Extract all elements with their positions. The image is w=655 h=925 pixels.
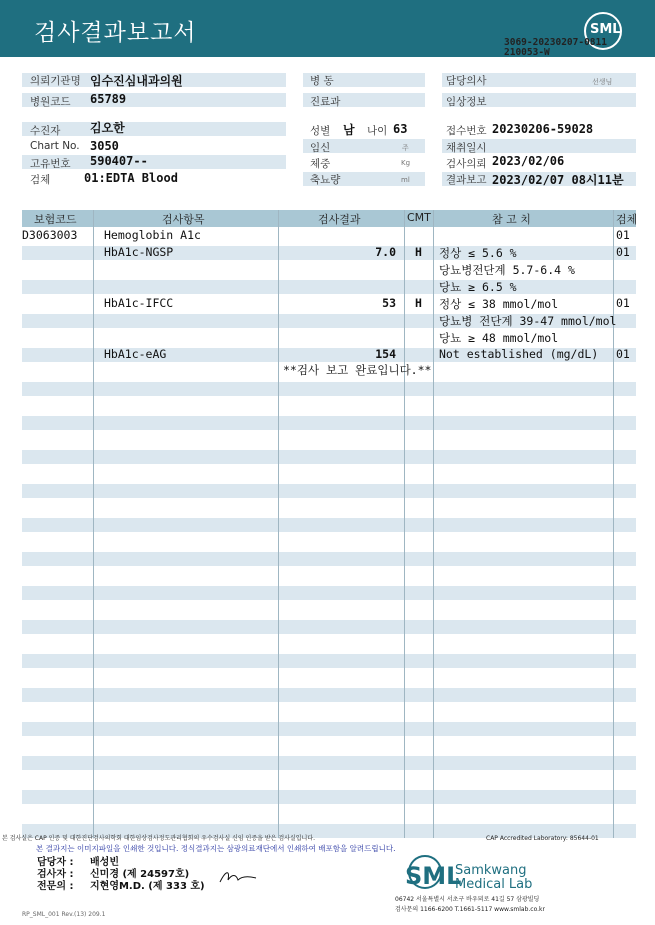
table-row-stripe <box>22 620 636 634</box>
th-specimen: 검체 <box>616 213 638 226</box>
cell-reference: 정상 ≤ 5.6 % <box>439 246 517 260</box>
table-row-stripe <box>22 484 636 498</box>
samkwang-logo-text: SML <box>405 862 462 890</box>
chart-value: 3050 <box>90 139 119 153</box>
hospital-code-label: 병원코드 <box>30 96 71 108</box>
weight-unit: Kg <box>401 159 411 167</box>
table-row-stripe <box>22 382 636 396</box>
id-value: 590407-- <box>90 154 148 168</box>
ward-label: 병 동 <box>310 75 334 87</box>
cell-reference: 당뇨 ≥ 6.5 % <box>439 280 517 294</box>
cell-result: 53 <box>382 296 396 310</box>
th-code: 보험코드 <box>34 213 77 226</box>
age-value: 63 <box>393 122 408 136</box>
report-date-value: 2023/02/07 08시11분 <box>492 173 624 187</box>
table-row-stripe <box>22 688 636 702</box>
company-name-line1: Samkwang <box>455 863 527 878</box>
cell-reference: 정상 ≤ 38 mmol/mol <box>439 297 559 311</box>
doctor-suffix: 선생님 <box>592 78 613 86</box>
cell-specimen: 01 <box>616 228 630 242</box>
document-id-line1: 3069-20230207-0811 <box>504 37 607 48</box>
table-row-stripe <box>22 722 636 736</box>
signer-name: 지현영M.D. (제 333 호) <box>90 881 205 892</box>
receipt-value: 20230206-59028 <box>492 122 594 136</box>
signer-label: 담당자 : <box>37 857 74 868</box>
table-divider <box>278 210 279 838</box>
weight-label: 체중 <box>310 158 331 170</box>
report-date-label: 결과보고 <box>446 174 487 186</box>
header-logo-text: SML <box>590 22 621 37</box>
cell-reference: Not established (mg/dL) <box>439 347 599 361</box>
request-value: 2023/02/06 <box>492 154 565 168</box>
th-reference: 참 고 치 <box>492 213 531 226</box>
sex-value: 남 <box>343 123 355 137</box>
clinical-label: 임상정보 <box>446 96 487 108</box>
cell-code: D3063003 <box>22 228 78 242</box>
table-row-stripe <box>22 552 636 566</box>
cell-item: HbA1c-eAG <box>104 347 167 361</box>
urine-label: 축뇨량 <box>310 174 341 186</box>
doctor-label: 담당의사 <box>446 75 487 87</box>
cell-specimen: 01 <box>616 347 630 361</box>
pregnancy-label: 임신 <box>310 142 331 154</box>
cell-reference: 당뇨병 전단계 39-47 mmol/mol <box>439 314 617 328</box>
th-cmt: CMT <box>407 211 431 224</box>
form-code: RP_SML_001 Rev.(13) 209.1 <box>22 911 106 918</box>
hospital-code-value: 65789 <box>90 92 127 106</box>
table-row-stripe <box>22 518 636 532</box>
th-result: 검사결과 <box>318 213 361 226</box>
table-row-stripe <box>22 756 636 770</box>
cell-specimen: 01 <box>616 245 630 259</box>
cell-reference: 당뇨병전단계 5.7-6.4 % <box>439 263 575 277</box>
specimen-label: 검체 <box>30 174 51 186</box>
signature-icon <box>218 868 260 886</box>
document-id-line2: 210053-W <box>504 47 550 58</box>
report-title: 검사결과보고서 <box>34 20 197 46</box>
table-divider <box>613 210 614 838</box>
image-copy-notice: 본 결과지는 이미지파일을 인쇄한 것입니다. 정식결과지는 삼광의료재단에서 인쇄하여 배포함을 알려드립니다. <box>36 844 396 853</box>
name-label: 수진자 <box>30 125 61 137</box>
collect-label: 채취일시 <box>446 142 487 154</box>
table-row-stripe <box>22 280 636 294</box>
signer-label: 전문의 : <box>37 881 74 892</box>
document-id <box>504 38 607 58</box>
company-name-line2: Medical Lab <box>455 877 533 892</box>
company-address: 06742 서울특별시 서초구 바우뫼로 41길 57 삼광빌딩 <box>395 896 540 903</box>
table-row-stripe <box>22 654 636 668</box>
signer-name: 배성빈 <box>90 857 119 868</box>
cell-reference: 당뇨 ≥ 48 mmol/mol <box>439 331 559 345</box>
company-contact: 검사문의 1166-6200 T.1661-5117 www.smlab.co.kr <box>395 906 545 913</box>
cell-item: HbA1c-NGSP <box>104 245 174 259</box>
table-row-stripe <box>22 416 636 430</box>
signer-label: 검사자 : <box>37 869 74 880</box>
cell-cmt: H <box>415 245 422 259</box>
table-divider <box>93 210 94 838</box>
dept-label: 진료과 <box>310 96 341 108</box>
sex-label: 성별 <box>310 125 331 137</box>
table-row-stripe <box>22 790 636 804</box>
report-complete-note: **검사 보고 완료입니다.** <box>283 363 432 377</box>
cell-cmt: H <box>415 296 422 310</box>
institution-label: 의뢰기관명 <box>30 75 81 87</box>
age-label: 나이 <box>367 125 388 137</box>
accreditation-note: 본 검사실은 CAP 인증 및 대한진단검사의학회 대한임상검사정도관리협회의 우수검사실 신임 인증을 받은 검사실입니다. <box>2 835 316 842</box>
institution-value: 임수진심내과의원 <box>90 74 183 88</box>
cell-specimen: 01 <box>616 296 630 310</box>
id-label: 고유번호 <box>30 158 71 170</box>
band-name <box>22 122 286 136</box>
table-divider <box>433 210 434 838</box>
cell-result: 154 <box>375 347 396 361</box>
cell-item: HbA1c-IFCC <box>104 296 174 310</box>
request-label: 검사의뢰 <box>446 158 487 170</box>
chart-label: Chart No. <box>30 140 80 152</box>
th-item: 검사항목 <box>162 213 205 226</box>
name-value: 김오한 <box>90 121 125 135</box>
pregnancy-unit: 주 <box>402 144 409 152</box>
urine-unit: ml <box>401 176 410 184</box>
specimen-value: 01:EDTA Blood <box>84 171 178 185</box>
cell-item: Hemoglobin A1c <box>104 228 201 242</box>
signer-name: 신미경 (제 24597호) <box>90 869 190 880</box>
cell-result: 7.0 <box>375 245 396 259</box>
cap-number: CAP Accredited Laboratory: 85644-01 <box>486 835 599 842</box>
table-row-stripe <box>22 586 636 600</box>
table-row-stripe <box>22 450 636 464</box>
receipt-label: 접수번호 <box>446 125 487 137</box>
